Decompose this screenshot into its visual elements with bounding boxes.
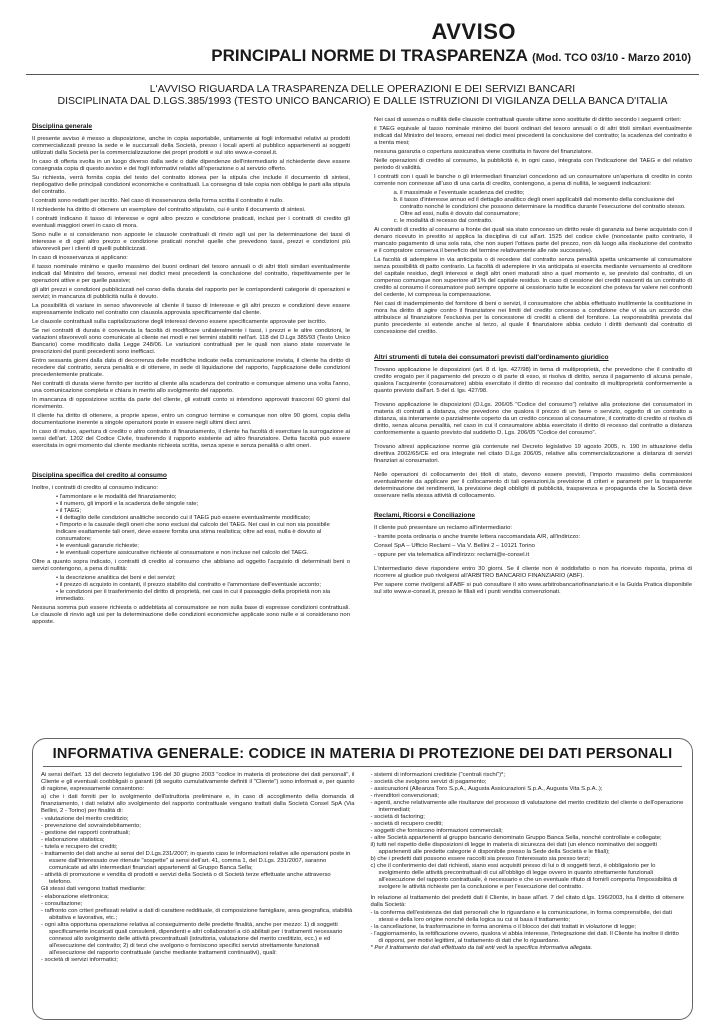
section-title-credito-consumo: Disciplina specifica del credito al consumo bbox=[32, 472, 167, 479]
subtitle-ref: (Mod. TCO 03/10 - Marzo 2010) bbox=[532, 52, 691, 64]
paragraph: Se nei contratti di durata è convenuta la facoltà di modificare unilateralmente i tassi, i prezzi e le altre condizioni, le variazioni sfavorevoli sono comunicate al cliente nei modi e nei termini stabiliti nell'art. 118 del D.Lgs 385/93 (Testo Unico Bancario) come modificato dalla Legge 248/06. Le variazioni contrattuali per le quali non siano state osservate le prescrizioni del punti precedenti sono inefficaci. bbox=[32, 328, 350, 355]
paragraph: Nei casi di inadempimento del fornitore di beni o servizi, il consumatore che abbia effettuato inutilmente la costituzione in mora ha diritto di agire contro il finanziatore nei limiti del credito concesso a condizione che vi sia un accordo che attribuisce al finanziatore l'esclusiva per la concessione di crediti a clienti del fornitore. La responsabilità prevista dal punto precedente si estende anche al terzo, al quale il finanziatore abbia ceduto i diritti derivanti dal contratto di concessione del credito. bbox=[374, 301, 692, 335]
email-line: - oppure per via telematica all'indirizzo: reclami@e-consel.it bbox=[374, 552, 530, 558]
paragraph: Per sapere come rivolgersi all'ABF si può consultare il sito www.arbitrobancariofinanziario.it e la Guida Pratica disponibile sul sito www.e-consel.it, presso le filiali ed i punti vendita convenzionati. bbox=[374, 582, 692, 595]
list-item: - società di recupero crediti; bbox=[370, 821, 443, 827]
privacy-left-column bbox=[41, 772, 355, 964]
list-item: • il dettaglio delle condizioni analitiche secondo cui il TAEG può essere eventualmente modificato; bbox=[56, 515, 350, 522]
list-item: - tutela e recupero dei crediti; bbox=[41, 844, 118, 850]
list-item: • il TAEG; bbox=[56, 508, 350, 515]
paragraph: I contratti indicano il tasso di interesse e ogni altro prezzo e condizione praticati, inclusi per i contratti di credito gli eventuali maggiori oneri in caso di mora. bbox=[32, 216, 350, 229]
paragraph: La facoltà di adempiere in via anticipata o di recedere dal contratto senza penalità spetta unicamente al consumatore senza possibilità di patto contrario. La facoltà di adempiere in via anticipata si esercita mediante versamento al creditore del capitale residuo, degli interessi e degli altri oneri maturati sino a quel momento e, se previsto dal contratto, di un compenso comunque non superiore all'1% del capitale residuo. In caso di cessione dei crediti nascenti da un contratto di credito al consumo il consumatore può sempre opporre al cessionario tutte le eccezioni che poteva far valere nei confronti del cedente, ivi compresa la compensazione. bbox=[374, 257, 692, 298]
recipients-list bbox=[371, 772, 685, 891]
list-item: - gestione dei rapporti contrattuali; bbox=[41, 830, 131, 836]
paragraph: I contratti con i quali le banche o gli intermediari finanziari concedono ad un consumatore un'apertura di credito in conto corrente non connesse all'uso di una carta di credito, contengono, a pena di nullità, le seguenti indicazioni: bbox=[374, 174, 692, 187]
paragraph: Nelle operazioni di collocamento dei titoli di stato, devono essere previsti, l'importo massimo della commissioni eventualmente da applicare per il collocamento di tali operazioni,la previsione di criteri e parametri per la trasparente determinazione dei rendimenti, la previsione degli obblighi di pubblicità, trasparenza e propaganda che la Società deve osservare nella stessa attività di collocamento. bbox=[374, 472, 692, 499]
list-item: • l'ammontare e le modalità del finanziamento; bbox=[56, 494, 350, 501]
header-divider bbox=[26, 74, 699, 75]
paragraph: nessuna garanzia o copertura assicurativa viene costituita in favore del finanziatore. bbox=[374, 149, 593, 155]
paragraph: Nei casi di assenza o nullità delle clausole contrattuali queste ultime sono sostituite di diritto secondo i seguenti criteri: bbox=[374, 117, 682, 123]
section-title-altri-strumenti: Altri strumenti di tutela dei consumatori previsti dall'ordinamento giuridico bbox=[374, 354, 609, 361]
paragraph: Il richiedente ha diritto di ottenere un esemplare del contratto stipulato, cui è unito il documento di sintesi. bbox=[32, 207, 306, 213]
paragraph: Il cliente ha diritto di ottenere, a proprie spese, entro un congruo termine e comunque non oltre 90 giorni, copia della documentazione inerente a singole operazioni poste in essere negli ultimi dieci anni. bbox=[32, 413, 350, 426]
list-item: - società che svolgono servizi di pagamento; bbox=[370, 779, 487, 785]
page-title: AVVISO bbox=[431, 19, 516, 44]
purpose-list bbox=[41, 816, 355, 886]
list-item: • il prezzo di acquisto in contanti, il prezzo stabilito dal contratto e l'ammontare dell'eventuale acconto; bbox=[56, 582, 350, 589]
section-title-reclami: Reclami, Ricorsi e Conciliazione bbox=[374, 512, 476, 519]
list-item: - consultazione; bbox=[41, 901, 83, 907]
paragraph: In caso di inosservanza si applicano: bbox=[32, 255, 128, 261]
list-item: b) che i predetti dati possono essere raccolti sia presso l'interessato sia presso terzi; bbox=[370, 856, 591, 862]
list-item: • il numero, gli importi e la scadenza delle singole rate; bbox=[56, 501, 350, 508]
list-item: a. il massimale e l'eventuale scadenza del credito; bbox=[400, 190, 692, 197]
rights-list bbox=[371, 910, 685, 945]
paragraph: Nelle operazioni di credito al consumo, la pubblicità è, in ogni caso, integrata con l'indicazione del TAEG e del relativo periodo di validità. bbox=[374, 158, 692, 171]
privacy-title: INFORMATIVA GENERALE: CODICE IN MATERIA DI PROTEZIONE DEI DATI PERSONALI bbox=[52, 746, 673, 762]
header bbox=[0, 0, 725, 68]
list-item: - la conferma dell'esistenza dei dati personali che lo riguardano e la comunicazione, in forma comprensibile, dei dati stessi e della loro origine nonché della logica su cui si basa il trattamento; bbox=[370, 910, 672, 923]
left-column bbox=[32, 117, 350, 725]
list-item: - società di factoring; bbox=[370, 814, 425, 820]
list-item: - elaborazione statistica; bbox=[41, 837, 105, 843]
list-item: - agenti, anche relativamente alle risultanze del processo di valutazione del merito creditizio del cliente o dell'operazione intermediati; bbox=[370, 800, 684, 813]
paragraph: Entro sessanta giorni dalla data di decorrenza delle modifiche indicate nella comunicazione inviata, il cliente ha diritto di recedere dal contratto, senza penalità e di ottenere, in sede di liquidazione del rapporto, l'applicazione delle condizioni precedentemente praticate. bbox=[32, 358, 350, 378]
paragraph: La possibilità di variare in senso sfavorevole al cliente il tasso di interesse e gli altri prezzo e condizioni deve essere espressamente indicato nel contratto con clausola approvata specificamente dal cliente. bbox=[32, 303, 350, 316]
paragraph: In relazione al trattamento dei predetti dati il Cliente, in base all'art. 7 del citato d.lgs. 196/2003, ha il diritto di ottenere dalla Società: bbox=[370, 895, 684, 908]
bullet-list bbox=[32, 575, 350, 603]
list-item: - la cancellazione, la trasformazione in forma anonima o il blocco dei dati trattati in violazione di legge; bbox=[370, 924, 637, 930]
paragraph: Il cliente può presentare un reclamo all'intermediario: bbox=[374, 525, 512, 531]
list-item: - raffronto con criteri prefissati relativi a dati di carattere reddituale, di composizione famigliare, area geografica, stabilità abitativa e lavorativa, etc.; bbox=[41, 908, 353, 921]
right-column bbox=[374, 117, 692, 725]
list-item: • la descrizione analitica dei beni e dei servizi; bbox=[56, 575, 350, 582]
list-item: il) tutti nel rispetto delle disposizioni di legge in materia di sicurezza dei dati (un elenco nominativo dei soggetti appartenenti alle predette categorie è disponibile presso la Sede della Società e le filiali); bbox=[370, 842, 658, 855]
paragraph: Ai sensi dell'art. 13 del decreto legislativo 196 del 30 giugno 2003 "codice in materia di protezione dei dati personali", il Cliente e gli eventuali coobbligati o garanti (di seguito cumulativamente definiti il "Cliente") sono informati e, per quanto di ragione, espressamente consentono: bbox=[41, 772, 355, 792]
subtitle-text: PRINCIPALI NORME DI TRASPARENZA bbox=[211, 46, 528, 65]
list-item: - società di servizi informatici; bbox=[41, 957, 118, 963]
lettered-list bbox=[374, 190, 692, 225]
paragraph: Sono nulle e si considerano non apposte le clausole contrattuali di rinvio agli usi per la determinazione dei tassi di interesse e di ogni altro prezzo e condizione praticati nonché quelle che prevedono tassi, prezzi e condizioni più sfavorevoli per i clienti di quelli pubblicizzati. bbox=[32, 232, 350, 252]
list-item: • le eventuali garanzie richieste; bbox=[56, 543, 350, 550]
list-item: - attività di promozione e vendita di prodotti e servizi della Società o di Società terze effettuate anche attraverso telefono. bbox=[41, 872, 331, 885]
paragraph: il tasso nominale minimo e quello massimo dei buoni ordinari del tesoro annuali o di altri titoli similari eventualmente indicati dal Ministro del tesoro, emessi nei dodici mesi precedenti la conclusione del contratto, rispettivamente per le operazioni attive e per quelle passive; bbox=[32, 264, 350, 284]
paragraph: Trovano applicazione le disposizioni (D.Lgs. 206/05 "Codice del consumo") relative alla protezione dei consumatori in materia di contratti a distanza, che prevedono che qualora il prezzo di un bene o servizio, oggetto di un contratto a distanza, sia interamente o parzialmente coperto da un credito concesso al consumatore, il contratto di credito si risolva di diritto, senza alcuna penalità, nel caso in cui il consumatore abbia esercitato il diritto di recesso dal contratto a distanza conformemente a quanto previsto dal suddetto D. Lgs. 206/05 "Codice del consumo". bbox=[374, 402, 692, 436]
list-item: - rivenditori convenzionati; bbox=[370, 793, 439, 799]
paragraph: a) che i dati forniti per lo svolgimento dell'istruttoria preliminare e, in caso di accoglimento della domanda di finanziamento, i dati relativi allo svolgimento del rapporto contrattuale vengano trattati dalla Società Consel SpA (Via Bellini, 2 - Torino) per finalità di: bbox=[41, 794, 355, 814]
paragraph: In caso di offerta svolta in un luogo diverso dalla sede o dalle dipendenze dell'intermediario al richiedente deve essere consegnata copia di questo avviso e dei fogli informativi relativi all'operazione o al servizio offerto. bbox=[32, 159, 350, 172]
lead-line-2: DISCIPLINATA DAL D.LGS.385/1993 (TESTO UNICO BANCARIO) E DALLE ISTRUZIONI DI VIGILANZA DELLA BANCA D'ITALIA bbox=[57, 95, 668, 107]
method-list bbox=[41, 894, 355, 964]
list-item: • l'importo e la causale degli oneri che sono esclusi dal calcolo del TAEG. Nei casi in cui non sia possibile indicare esattamente tali oneri, deve essere fornita una stima realistica; oltre ad essi, nulla è dovuto al consumatore; bbox=[56, 522, 350, 543]
privacy-right-column bbox=[371, 772, 685, 964]
paragraph: Trovano applicazione le disposizioni (art. 8 d. lgs. 427/98) in tema di multiproprietà, che prevedono che il contratto di credito erogato per il pagamento del prezzo o di parte di esso, si risolva di diritto, senza il pagamento di alcuna penale, qualora l'acquirente (consumatore) abbia esercitato il diritto di recesso dal contratto di multiproprietà conformemente a quanto previsto dall'art. 5 del d. lgs. 427/98. bbox=[374, 367, 692, 394]
paragraph: Inoltre, i contratti di credito al consumo indicano: bbox=[32, 485, 159, 491]
paragraph: - tramite posta ordinaria o anche tramite lettera raccomandata A/R, all'indirizzo: bbox=[374, 534, 581, 540]
lead-text bbox=[0, 83, 725, 107]
paragraph: Oltre a quanto sopra indicato, i contratti di credito al consumo che abbiano ad oggetto l'acquisto di determinati beni o servizi contengono, a pena di nullità: bbox=[32, 559, 350, 572]
paragraph: Nessuna somma può essere richiesta o addebitata al consumatore se non sulla base di espresse condizioni contrattuali. Le clausole di rinvio agli usi per la determinazione delle condizioni economiche applicate sono nulle e si considerano non apposte. bbox=[32, 605, 350, 625]
list-item: b. il tasso d'interesse annuo ed il dettaglio analitico degli oneri applicabili dal momento della conclusione del contratto nonché le condizioni che possono determinare la modifica durante l'esecuzione del contratto stesso. Oltre ad essi, nulla è dovuto dal consumatore; bbox=[400, 197, 692, 218]
privacy-notice-box bbox=[32, 738, 693, 1020]
paragraph: Ai contratti di credito al consumo a fronte dei quali sia stato concesso un diritto reale di garanzia sul bene acquistato con il denaro ricevuto in prestito si applica la disciplina di cui all'art. 1525 del codice civile (nonostante patto contrario, il mancato pagamento di una sola rata, che non superi l'ottava parte del prezzo, non dà luogo alla risoluzione del contratto e il compratore conserva il beneficio del termine relativamente alle rate successive). bbox=[374, 227, 692, 254]
list-item: - l'aggiornamento, la rettificazione ovvero, qualora vi abbia interesse, l'integrazione dei dati. Il Cliente ha inoltre il diritto di opporsi, per motivi legittimi, al trattamento di dati che lo riguardano. bbox=[370, 931, 679, 944]
list-item: - valutazione del merito creditizio; bbox=[41, 816, 129, 822]
paragraph: Le clausole contrattuali sulla capitalizzazione degli interessi devono essere specificamente approvate per iscritto. bbox=[32, 319, 327, 325]
paragraph: Trovano altresì applicazione norme già contenute nel Decreto legislativo 19 agosto 2005, n. 190 in attuazione della direttiva 2002/65/CE ed ora integrate nel citato D.Lgs 206/05, relative alla commercializzazione a distanza di servizi finanziari ai consumatori. bbox=[374, 444, 692, 464]
list-item: c) che il conferimento dei dati richiesti, siano essi acquisiti presso di lui o di soggetti terzi, è obbligatorio per lo svolgimento delle attività precontrattuali di cui all'obbligo di legge ovvero in quanto strettamente funzionali all'esecuzione del rapporto contrattuale, è necessario e che un eventuale rifiuto di fornirli comporta l'impossibilità di svolgere le attività richieste per la conclusione e per l'esecuzione del contratto. bbox=[370, 863, 678, 890]
paragraph: L'intermediario deve rispondere entro 30 giorni. Se il cliente non è soddisfatto o non ha ricevuto risposta, prima di ricorrere al giudice può rivolgersi all'ARBITRO BANCARIO FINANZIARIO (ABF). bbox=[374, 566, 692, 579]
list-item: • le condizioni per il trasferimento del diritto di proprietà, nei casi in cui il passaggio della proprietà non sia immediato. bbox=[56, 589, 350, 603]
list-item: - elaborazione elettronica; bbox=[41, 894, 109, 900]
paragraph: il TAEG equivale al tasso nominale minimo dei buoni ordinari del tesoro annuali o di altri titoli similari eventualmente indicati dal Ministro del tesoro, emessi nei dodici mesi precedenti la conclusione del contratto; la scadenza del contratto è a trenta mesi; bbox=[374, 126, 692, 146]
page-subtitle bbox=[0, 46, 691, 68]
list-item: - prevenzione del sovraindebitamento; bbox=[41, 823, 141, 829]
paragraph: In mancanza di opposizione scritta da parte del cliente, gli estratti conto si intendono approvati trascorsi 60 giorni dal ricevimento. bbox=[32, 397, 350, 410]
list-item: - ogni altra opportuna operazione relativa al conseguimento delle predette finalità, anche per mezzo: 1) di soggetti specificamente incaricati quali consulenti, dipendenti e altri collaboratori a ciò abilitati per i trattamenti necessario connessi allo svolgimento delle attività precontrattuali (istruttoria, valutazione del merito creditizio, ecc.) e ed all'esecuzione del contratto; 2) di terzi che svolgono o forniscono specifici servizi strettamente funzionali all'esecuzione del rapporto contrattuale (anche mediante trattamenti continuativi), quali: bbox=[41, 922, 343, 956]
list-item: - altre Società appartenenti al gruppo bancario denominato Gruppo Banca Sella, nonché controllate e collegate; bbox=[370, 835, 662, 841]
main-columns bbox=[32, 117, 701, 725]
section-title-disciplina-generale: Disciplina generale bbox=[32, 123, 93, 130]
bullet-list bbox=[32, 494, 350, 557]
list-item: - trattamento dei dati anche ai sensi del D.Lgs.231/2007; in questo caso le informazioni relative alle operazioni poste in essere dall'interessato ove ritenute "sospette" ai sensi dell'art. 41, comma 1, del D.Lgs. 231/2007, saranno comunicate ad altri intermediari finanziari appartenenti al Gruppo Banca Sella; bbox=[41, 851, 351, 871]
paragraph: Il presente avviso è messo a disposizione, anche in copia asportabile, unitamente ai fogli informativi relativi ai prodotti commercializzati presso la sede e le succursali della Società, presso i locali aperti al pubblico appartenenti ai soggetti utilizzati dalla Società per la commercializzazione dei propri prodotti e sul sito www.e-consel.it. bbox=[32, 136, 350, 156]
paragraph: Nei contratti di durata viene fornito per iscritto al cliente alla scadenza del contratto e comunque almeno una volta l'anno, una comunicazione completa e chiara in merito allo svolgimento del rapporto. bbox=[32, 381, 350, 394]
address-line: Consel SpA – Ufficio Reclami – Via V. Bellini 2 – 10121 Torino bbox=[374, 543, 535, 549]
list-item: - assicurazioni (Alleanza Toro S.p.A., Augusta Assicurazioni S.p.A., Augusta Vita S.p.A..); bbox=[370, 786, 603, 792]
lead-line-1: L'AVVISO RIGUARDA LA TRASPARENZA DELLE OPERAZIONI E DEI SERVIZI BANCARI bbox=[149, 83, 576, 95]
list-item: - sistemi di informazioni creditizie ("centrali rischi")*; bbox=[370, 772, 505, 778]
privacy-columns bbox=[33, 767, 692, 964]
footnote: * Per il trattamento dei dati effettuato da tali enti vedi la specifica informativa allegata. bbox=[370, 945, 593, 951]
list-item: - soggetti che forniscono informazioni commerciali; bbox=[370, 828, 503, 834]
paragraph: I contratti sono redatti per iscritto. Nel caso di inosservanza della forma scritta il contratto è nullo. bbox=[32, 198, 284, 204]
paragraph: gli altri prezzi e condizioni pubblicizzati nel corso della durata del rapporto per le corrispondenti categorie di operazioni e servizi; in mancanza di pubblicità nulla è dovuto. bbox=[32, 287, 350, 300]
list-item: c. le modalità di recesso dal contratto. bbox=[400, 218, 692, 225]
paragraph: Su richiesta, verrà fornita copia del testo del contratto idonea per la stipula che include il documento di sintesi, riepilogativo delle principali condizioni economiche e contrattuali. La consegna di tale copia non obbliga le parti alla stipula del contratto. bbox=[32, 175, 350, 195]
paragraph: Gli stessi dati vengono trattati mediante: bbox=[41, 886, 146, 892]
list-item: • le eventuali coperture assicurative richieste al consumatore e non incluse nel calcolo del TAEG. bbox=[56, 550, 350, 557]
paragraph: In caso di mutuo, apertura di credito o altro contratto di finanziamento, il cliente ha facoltà di esercitare la surrogazione ai sensi dell'art. 1202 del Codice Civile, trasferendo il rapporto esistente ad altro finanziatore. Detta facoltà può essere esercitata in ogni momento dal cliente mediante richiesta scritta, senza spese e senza penalità o altri oneri. bbox=[32, 429, 350, 449]
